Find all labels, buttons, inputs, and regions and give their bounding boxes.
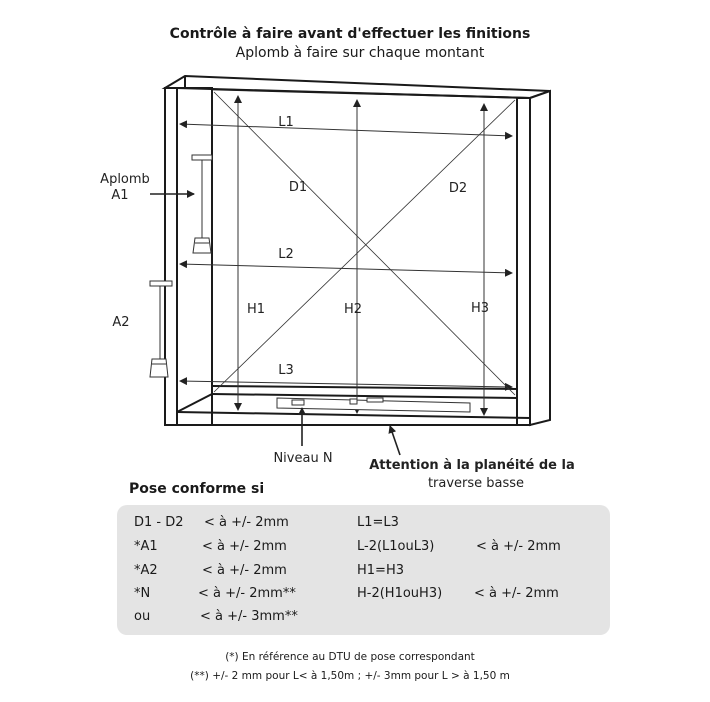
- l2-line: [180, 264, 512, 273]
- footnote-1: (*) En référence au DTU de pose correspondant: [225, 651, 475, 663]
- cond-left-key-1: *A1: [134, 539, 158, 554]
- cond-right-value-3: < à +/- 2mm: [474, 586, 559, 601]
- page-subtitle: Aplomb à faire sur chaque montant: [235, 45, 485, 61]
- cond-left-key-0: D1 - D2: [134, 515, 184, 530]
- label-aplomb: Aplomb: [100, 172, 150, 187]
- cond-left-value-3: < à +/- 2mm**: [198, 586, 296, 601]
- label-l1: L1: [278, 115, 294, 130]
- label-l3: L3: [278, 363, 294, 378]
- section-title: Pose conforme si: [129, 481, 265, 497]
- d1-line: [214, 92, 515, 395]
- cond-right-key-2: H1=H3: [357, 563, 404, 578]
- attention-arrow: [390, 426, 400, 455]
- cond-right-key-0: L1=L3: [357, 515, 399, 530]
- cond-left-value-4: < à +/- 3mm**: [200, 609, 298, 624]
- label-attention: Attention à la planéité de la: [369, 458, 575, 473]
- cond-left-value-0: < à +/- 2mm: [204, 515, 289, 530]
- page-title: Contrôle à faire avant d'effectuer les finitions: [169, 26, 531, 42]
- label-h3: H3: [470, 301, 490, 316]
- label-a2: A2: [112, 315, 130, 330]
- label-l2: L2: [278, 247, 294, 262]
- cond-left-key-4: ou: [134, 609, 151, 624]
- label-traverse: traverse basse: [427, 476, 525, 491]
- cond-right-key-3: H-2(H1ouH3): [357, 586, 443, 601]
- label-niveau: Niveau N: [273, 451, 333, 466]
- cond-right-key-1: L-2(L1ouL3): [357, 539, 435, 554]
- cond-left-value-1: < à +/- 2mm: [202, 539, 287, 554]
- label-d2: D2: [448, 181, 468, 196]
- label-h1: H1: [246, 302, 266, 317]
- label-d1: D1: [288, 180, 308, 195]
- label-h2: H2: [343, 302, 363, 317]
- cond-right-value-1: < à +/- 2mm: [476, 539, 561, 554]
- d2-line: [214, 100, 515, 392]
- level-tool: [277, 398, 470, 412]
- l1-line: [180, 124, 512, 136]
- cond-left-key-3: *N: [134, 586, 151, 601]
- cond-left-key-2: *A2: [134, 563, 158, 578]
- cond-left-value-2: < à +/- 2mm: [202, 563, 287, 578]
- measurement-lines: [180, 92, 515, 415]
- footnote-2: (**) +/- 2 mm pour L< à 1,50m ; +/- 3mm pour L > à 1,50 m: [190, 670, 510, 682]
- label-a1: A1: [111, 188, 129, 203]
